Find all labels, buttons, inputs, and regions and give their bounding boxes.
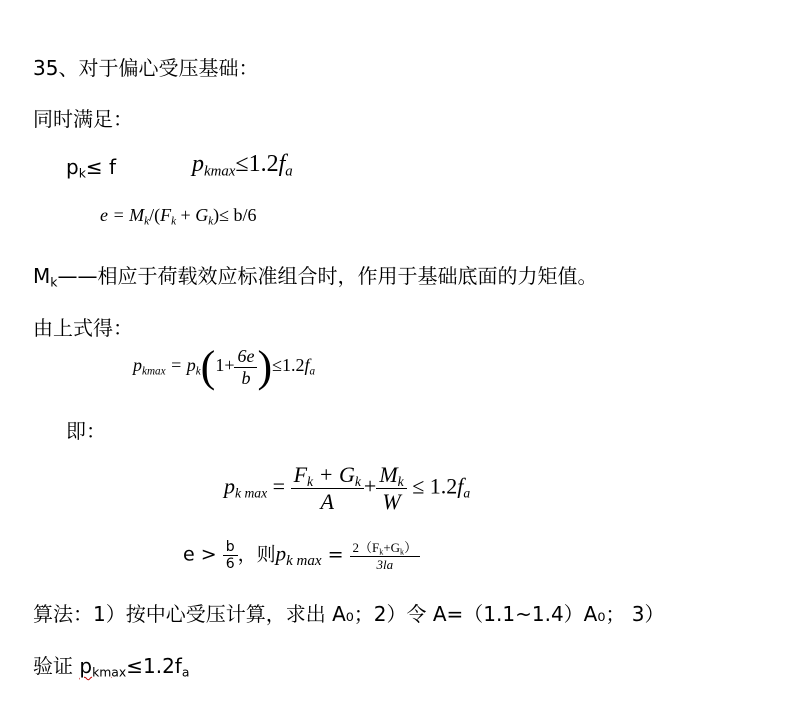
- ecc-rest: )≤ b/6: [213, 205, 257, 225]
- pf-one-plus: 1+: [215, 355, 235, 376]
- pk-symbol: p: [66, 155, 79, 179]
- pkmax-le: ≤1.2: [235, 151, 279, 177]
- pkmax-f: f: [278, 151, 286, 177]
- pk-subscript: k: [78, 165, 86, 181]
- pkmax-subscript: kmax: [204, 163, 236, 180]
- algorithm-line: 算法：1）按中心受压计算，求出 A₀；2）令 A=（1.1~1.4）A₀； 3）: [33, 602, 665, 626]
- pf-fraction: [234, 346, 257, 389]
- pf-le: ≤1.2: [272, 355, 305, 376]
- ecc-k2: k: [171, 215, 177, 228]
- verify-line: [33, 650, 189, 679]
- condition-pkmax: [192, 151, 293, 178]
- verify-rest: ≤1.2f: [126, 654, 182, 678]
- pk-le-f: ≤ f: [85, 155, 117, 179]
- le-p: p: [275, 541, 287, 566]
- le-num2: $2(F_k+G_k)$: [352, 540, 418, 557]
- verify-a: a: [181, 664, 190, 680]
- pkmax-a: a: [285, 163, 293, 180]
- pf-num: 6e: [237, 345, 255, 366]
- mf-num2: $M_k$: [379, 462, 404, 490]
- pf-k: k: [195, 365, 201, 378]
- verify-label: 验证: [33, 654, 80, 678]
- le-fraction-main: [350, 537, 421, 573]
- ecc-k3: k: [208, 215, 214, 228]
- mf-fraction-1: [291, 462, 364, 515]
- pkmax-formula: [133, 342, 316, 391]
- main-formula: [224, 462, 470, 515]
- pf-eq-p: = p: [165, 355, 196, 376]
- pf-den: b: [234, 367, 257, 389]
- mf-a: a: [463, 485, 471, 501]
- mk-text: ——相应于荷载效应标准组合时，作用于基础底面的力矩值。: [57, 264, 598, 288]
- section-heading: 35、对于偏心受压基础：: [33, 56, 259, 80]
- ecc-m: M: [129, 205, 145, 225]
- mk-definition: [33, 260, 597, 289]
- ecc-plus: +: [176, 205, 196, 225]
- le-den2: 3la: [350, 556, 421, 573]
- pf-open-paren: (: [200, 342, 216, 391]
- pf-f: f: [304, 355, 310, 376]
- mf-den1: A: [291, 488, 364, 515]
- mf-den2: W: [376, 488, 406, 515]
- ecc-e: e =: [100, 205, 130, 225]
- mk-m: M: [33, 264, 51, 288]
- large-eccentricity-formula: [183, 537, 420, 573]
- mf-le: ≤ 1.2: [406, 473, 458, 499]
- mf-fraction-2: [376, 462, 406, 515]
- mf-plus: +: [363, 473, 377, 499]
- ecc-slash: /(: [149, 205, 161, 225]
- le-e-gt: e >: [183, 543, 223, 566]
- ecc-f: F: [160, 205, 172, 225]
- mf-eq: =: [267, 473, 291, 499]
- le-den: 6: [223, 555, 238, 572]
- mf-p: p: [224, 473, 235, 499]
- le-fraction-b6: [223, 539, 238, 572]
- ie-label: 即：: [66, 419, 106, 443]
- le-eq: =: [321, 543, 350, 566]
- le-num: b: [225, 538, 235, 555]
- mf-f: f: [457, 473, 464, 499]
- mf-kmax: k max: [235, 485, 268, 501]
- verify-pkmax: $p_{kmax}$: [79, 654, 127, 680]
- pkmax-p: p: [192, 151, 204, 177]
- ecc-k1: k: [144, 215, 150, 228]
- condition-pk: [66, 155, 116, 179]
- simultaneous-label: 同时满足：: [33, 107, 133, 131]
- le-then: ，则: [237, 543, 276, 566]
- pf-kmax: kmax: [142, 365, 166, 378]
- mk-k: k: [50, 274, 58, 290]
- ecc-g: G: [195, 205, 209, 225]
- eccentricity-formula: [100, 205, 257, 226]
- le-kmax: k max: [286, 553, 322, 569]
- pf-close-paren: ): [257, 342, 273, 391]
- pf-p: p: [133, 355, 142, 376]
- mf-num1: $F_k + G_k$: [293, 462, 361, 490]
- pf-a: a: [309, 365, 316, 378]
- from-above-label: 由上式得：: [33, 316, 133, 340]
